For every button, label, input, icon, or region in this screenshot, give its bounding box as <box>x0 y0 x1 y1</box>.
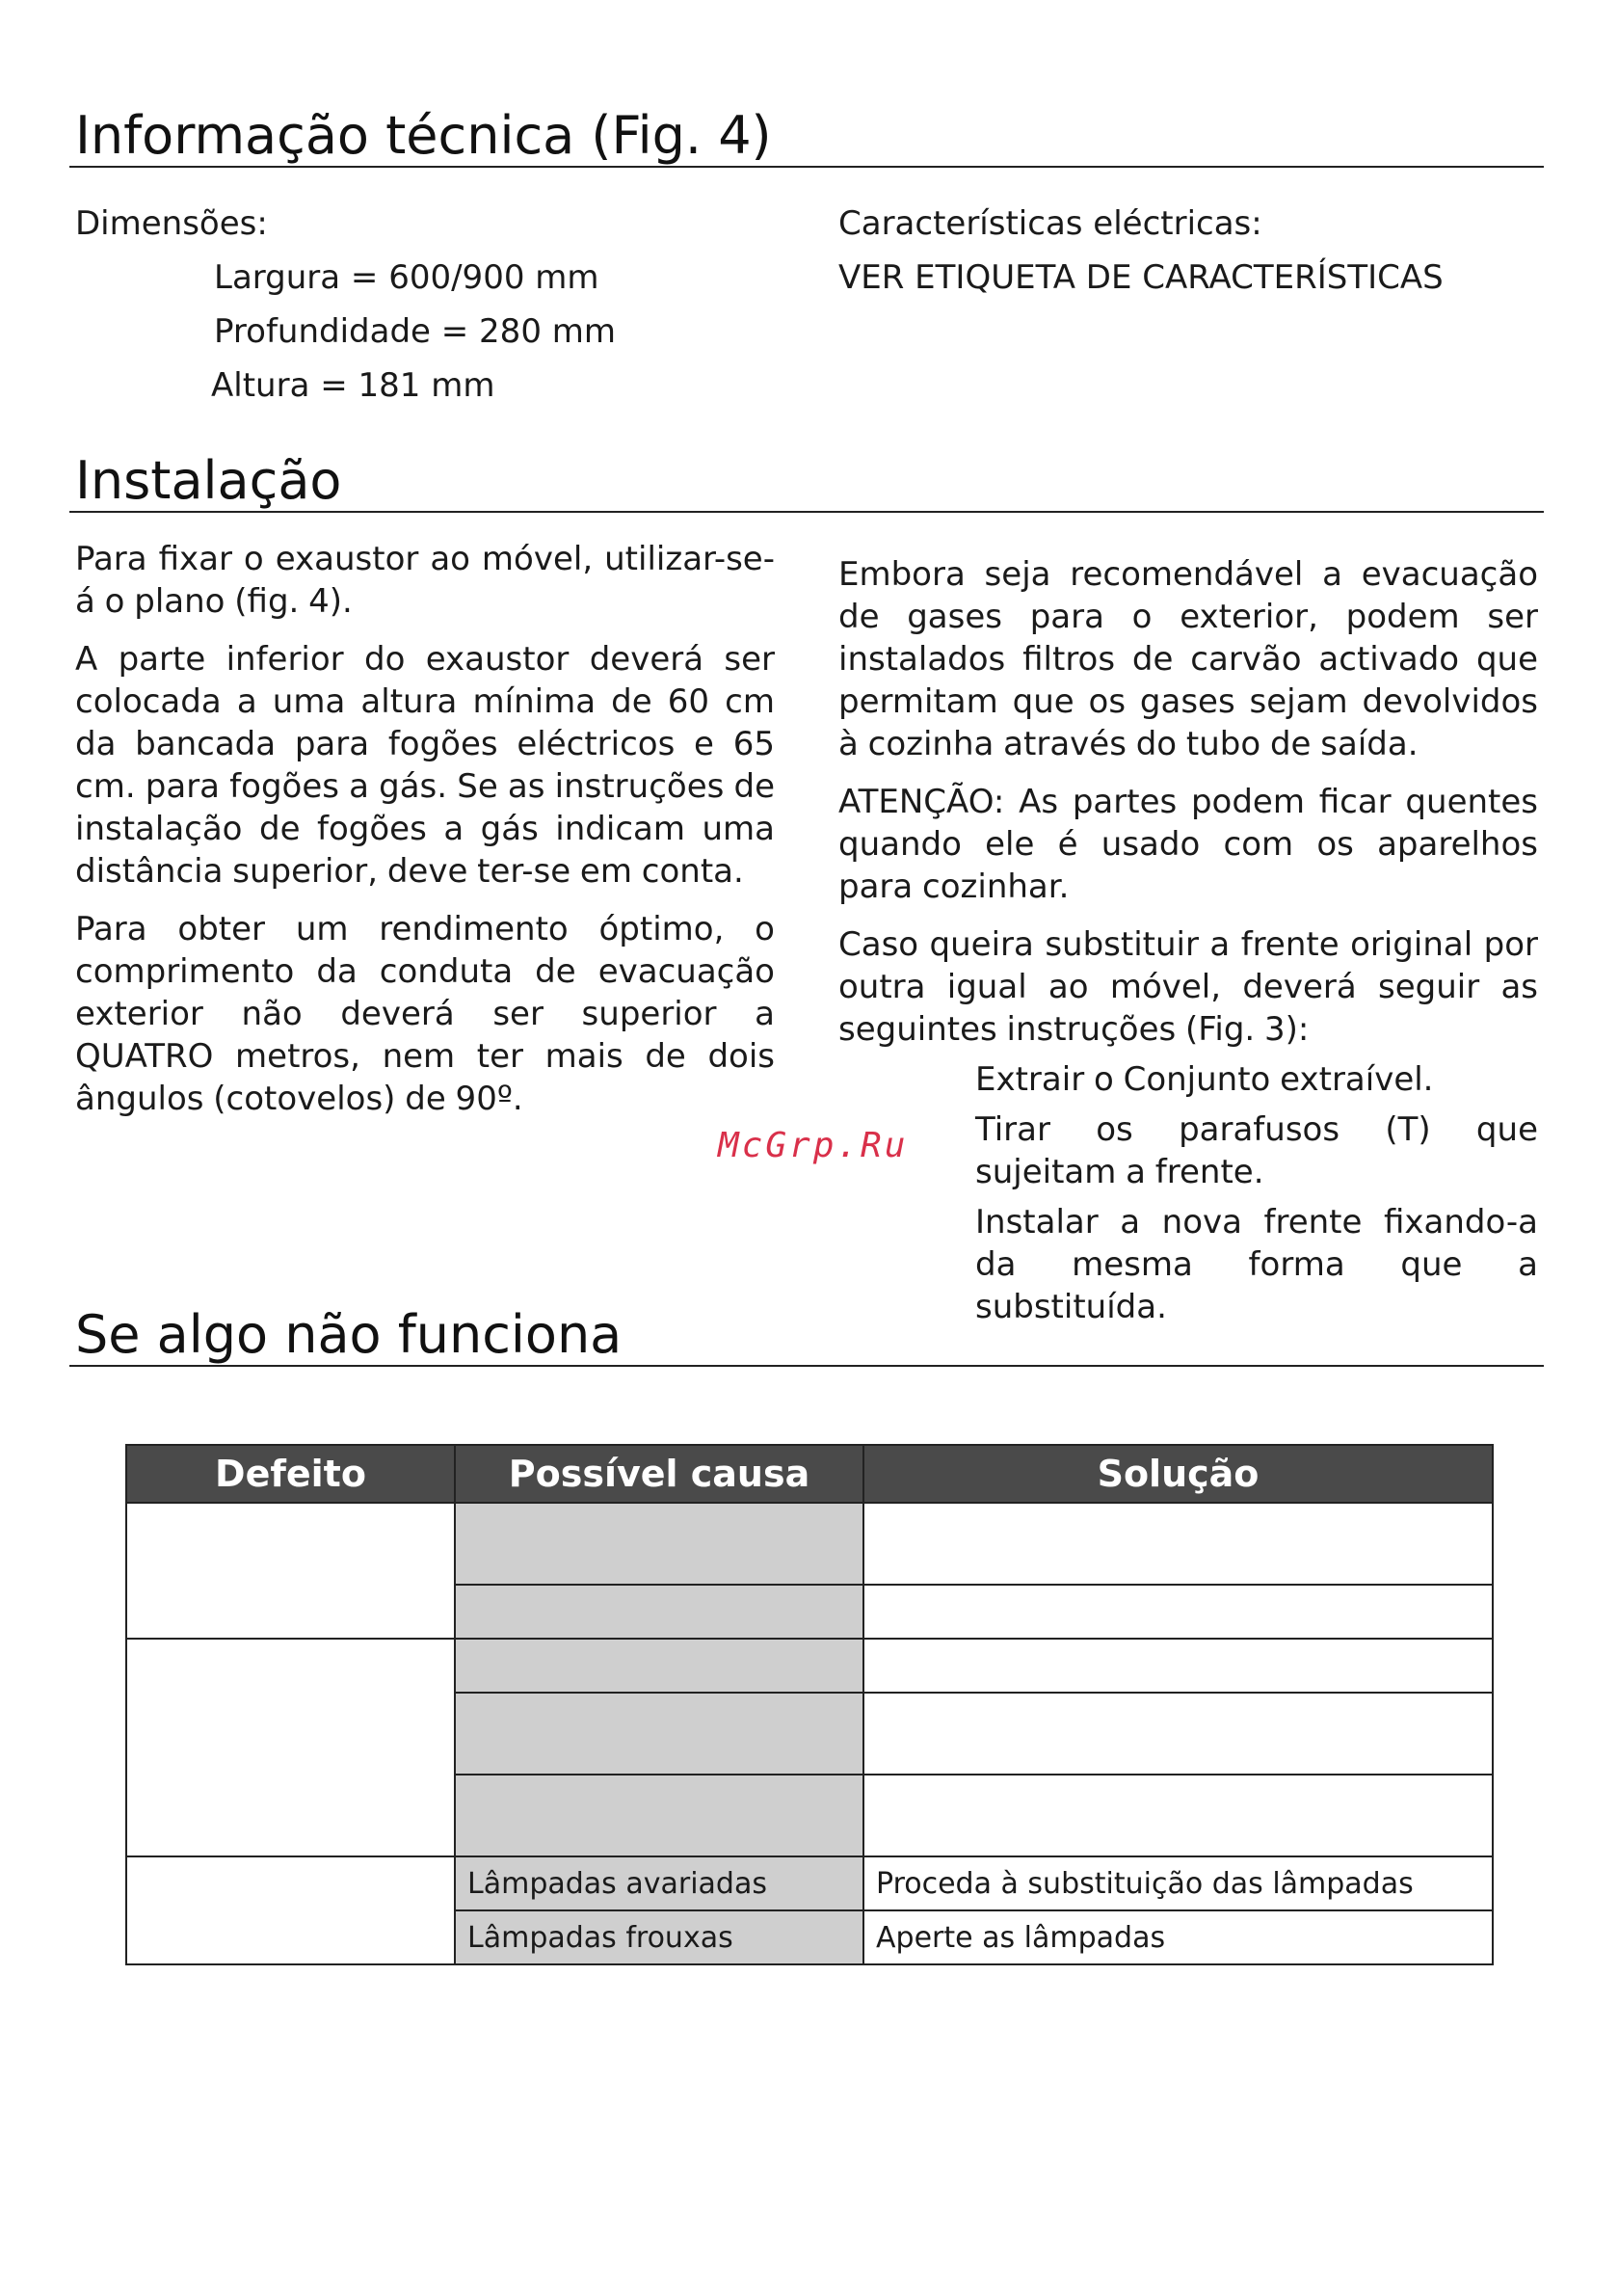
install-paragraph-4: Embora seja recomendável a evacuação de gases para o exterior, podem ser instalados filtros de carvão activado que permitam que os gases sejam devolvidos à cozinha através do tubo de saída. <box>838 555 1538 763</box>
section-title-installation: Instalação <box>75 450 342 511</box>
watermark: McGrp.Ru <box>718 1126 909 1165</box>
section-title-technical: Informação técnica (Fig. 4) <box>75 105 772 166</box>
table-row <box>126 1856 1493 1910</box>
cause-cell <box>455 1775 863 1856</box>
install-step-3: Instalar a nova frente fixando-a da mesma forma que a substituída. <box>975 1203 1538 1326</box>
defect-cell <box>126 1503 455 1639</box>
defect-cell <box>126 1856 455 1964</box>
solution-cell <box>863 1585 1493 1639</box>
install-paragraph-1: Para fixar o exaustor ao móvel, utilizar-se-á o plano (fig. 4). <box>75 540 775 621</box>
section-title-troubleshooting: Se algo não funciona <box>75 1304 623 1365</box>
solution-cell <box>863 1775 1493 1856</box>
troubleshooting-table <box>125 1444 1494 1965</box>
section-divider <box>69 511 1544 513</box>
header-defect: Defeito <box>126 1445 455 1503</box>
table-row <box>126 1639 1493 1693</box>
solution-cell: Proceda à substituição das lâmpadas <box>863 1856 1493 1910</box>
electrical-value: VER ETIQUETA DE CARACTERÍSTICAS <box>838 258 1444 297</box>
dimension-depth: Profundidade = 280 mm <box>214 312 616 351</box>
install-paragraph-2: A parte inferior do exaustor deverá ser colocada a uma altura mínima de 60 cm da bancada para fogões eléctricos e 65 cm. para fogões a gás. Se as instruções de instalação de fogões a gás indicam uma distância superior, deve ter-se em conta. <box>75 640 775 891</box>
solution-cell <box>863 1693 1493 1775</box>
cause-cell: Lâmpadas avariadas <box>455 1856 863 1910</box>
section-divider <box>69 166 1544 168</box>
cause-cell: Lâmpadas frouxas <box>455 1910 863 1964</box>
install-warning: ATENÇÃO: As partes podem ficar quentes quando ele é usado com os aparelhos para cozinhar. <box>838 783 1538 906</box>
electrical-label: Características eléctricas: <box>838 204 1262 243</box>
cause-cell <box>455 1639 863 1693</box>
cause-cell <box>455 1503 863 1585</box>
dimension-height: Altura = 181 mm <box>211 366 495 405</box>
solution-cell <box>863 1503 1493 1585</box>
solution-cell <box>863 1639 1493 1693</box>
table-header-row <box>126 1445 1493 1503</box>
header-cause: Possível causa <box>455 1445 863 1503</box>
cause-cell <box>455 1585 863 1639</box>
install-step-1: Extrair o Conjunto extraível. <box>975 1060 1434 1099</box>
cause-cell <box>455 1693 863 1775</box>
install-paragraph-5: Caso queira substituir a frente original por outra igual ao móvel, deverá seguir as seguintes instruções (Fig. 3): <box>838 925 1538 1049</box>
table-row <box>126 1503 1493 1585</box>
dimension-width: Largura = 600/900 mm <box>214 258 599 297</box>
header-solution: Solução <box>863 1445 1493 1503</box>
install-step-2: Tirar os parafusos (T) que sujeitam a frente. <box>975 1110 1538 1191</box>
install-paragraph-3: Para obter um rendimento óptimo, o comprimento da conduta de evacuação exterior não deverá ser superior a QUATRO metros, nem ter mais de dois ângulos (cotovelos) de 90º. <box>75 910 775 1118</box>
section-divider <box>69 1365 1544 1367</box>
solution-cell: Aperte as lâmpadas <box>863 1910 1493 1964</box>
defect-cell <box>126 1639 455 1856</box>
dimensions-label: Dimensões: <box>75 204 268 243</box>
